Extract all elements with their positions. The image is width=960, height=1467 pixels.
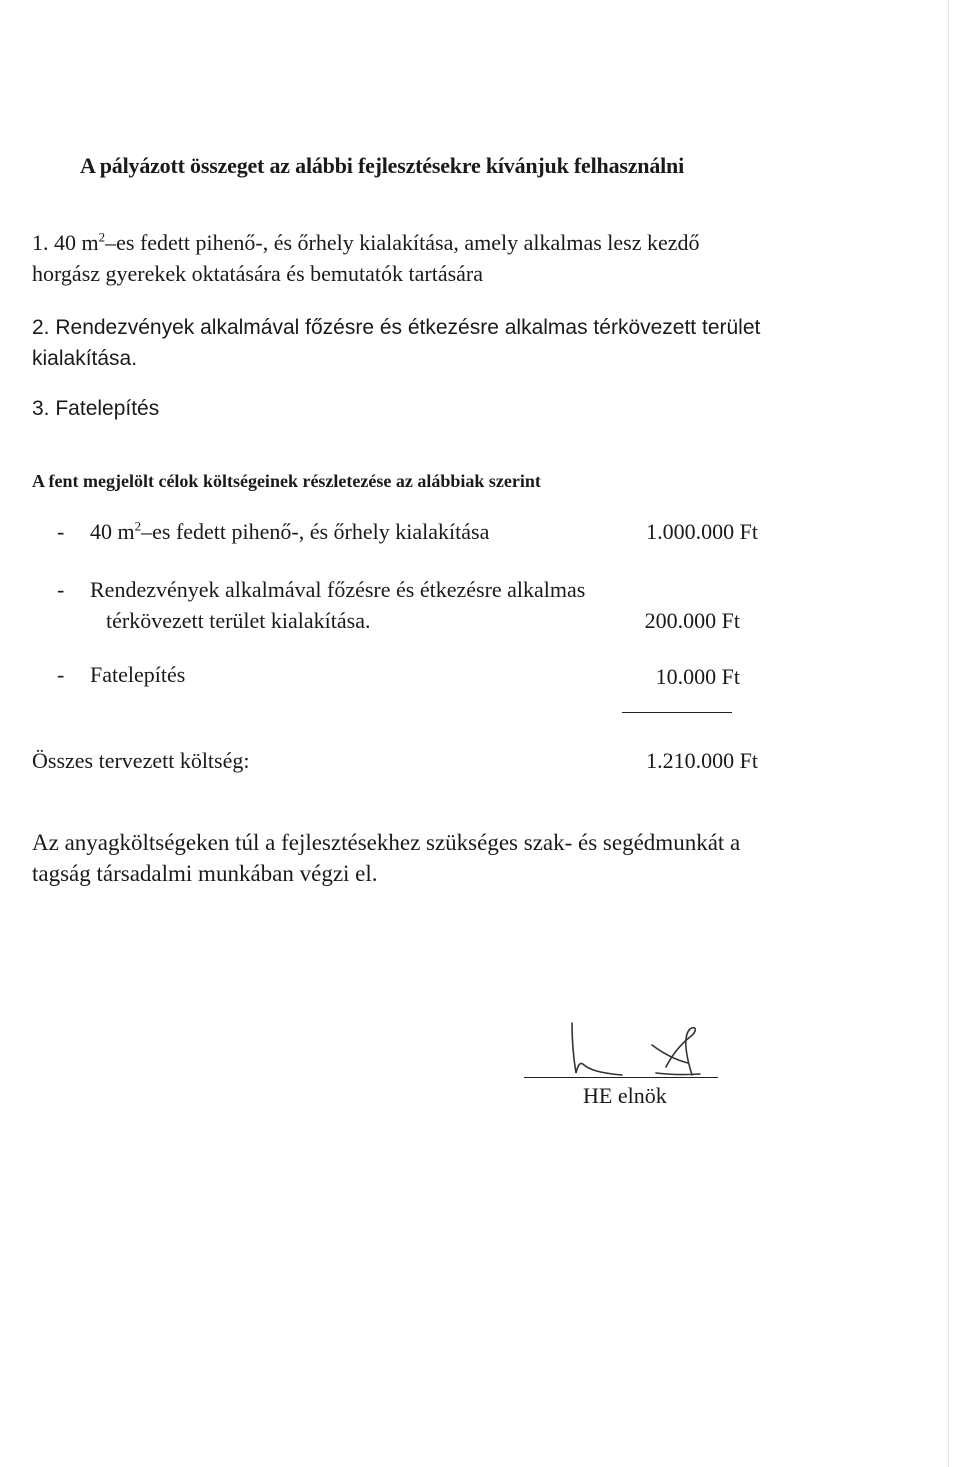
cost-3-label: Fatelepítés [90,662,186,687]
cost-2-amount: 200.000 Ft [644,608,740,633]
item-1-line1: –es fedett pihenő-, és őrhely kialakítása, amely alkalmas lesz kezdő [105,230,700,255]
cost-breakdown-heading: A fent megjelölt célok költségeinek részletezése az alábbiak szerint [32,471,541,491]
total-amount: 1.210.000 Ft [646,748,758,773]
scan-edge-line [948,0,949,1467]
item-1-prefix: 1. 40 m [32,230,99,255]
cost-2-dash: - [57,577,65,602]
item-2-line2: kialakítása. [32,347,138,370]
item-1-superscript: 2 [98,229,106,245]
cost-1-prefix: 40 m [90,519,135,544]
closing-line1: Az anyagköltségeken túl a fejlesztésekhez szükséges szak- és segédmunkát a [32,830,741,855]
cost-2-line2: térkövezett terület kialakítása. [106,608,371,633]
total-label: Összes tervezett költség: [32,748,250,773]
development-item-1 [32,227,700,289]
cost-1-rest: –es fedett pihenő-, és őrhely kialakítása [141,519,490,544]
closing-paragraph [32,827,740,889]
signature-title: HE elnök [583,1083,667,1108]
signature-line [524,1077,718,1078]
signature-icon [560,1015,710,1083]
document-heading: A pályázott összeget az alábbi fejlesztésekre kívánjuk felhasználni [80,153,684,178]
sum-underline [622,712,732,713]
cost-1-dash: - [57,519,65,544]
cost-3-dash: - [57,662,65,687]
cost-1-label [90,516,489,547]
cost-2-line1: Rendezvények alkalmával főzésre és étkezésre alkalmas [90,577,586,602]
item-1-line2: horgász gyerekek oktatására és bemutatók tartására [32,261,483,286]
item-2-line1: 2. Rendezvények alkalmával főzésre és étkezésre alkalmas térkövezett terület [32,316,761,339]
cost-1-superscript: 2 [134,518,142,534]
cost-3-amount: 10.000 Ft [655,664,740,689]
closing-line2: tagság társadalmi munkában végzi el. [32,861,378,886]
cost-1-amount: 1.000.000 Ft [646,519,758,544]
cost-2-label [90,574,585,636]
development-item-2 [32,312,760,374]
development-item-3: 3. Fatelepítés [32,397,160,420]
